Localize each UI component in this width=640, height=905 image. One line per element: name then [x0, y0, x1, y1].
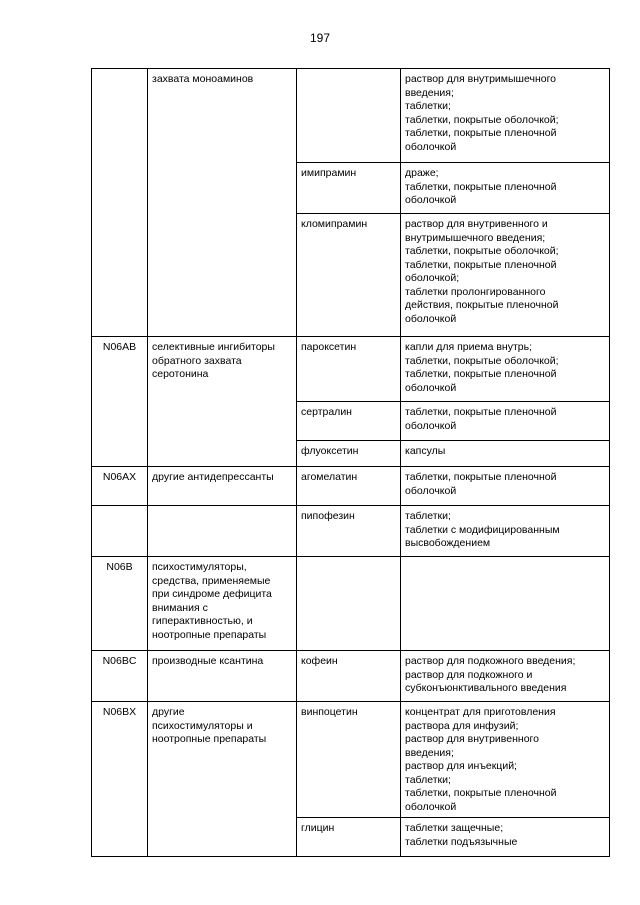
dosage-form-line: таблетки защечные;: [405, 822, 504, 834]
table-row: [92, 69, 610, 163]
dosage-form-line: таблетки;: [405, 510, 451, 522]
group-line: селективные ингибиторы: [152, 341, 275, 353]
dosage-form-line: оболочкой: [405, 140, 457, 153]
dosage-form-line: раствор для внутривенного: [405, 733, 539, 745]
drug-name-cell: флуоксетин: [297, 441, 401, 467]
dosage-forms-cell: [401, 557, 610, 651]
atc-code-cell: N06BX: [92, 702, 148, 857]
atc-code-cell: N06AX: [92, 467, 148, 506]
dosage-form-line: таблетки, покрытые пленочной: [405, 787, 557, 799]
table-row: [92, 651, 610, 702]
dosage-form-line: раствор для подкожного введения;: [405, 655, 576, 667]
dosage-form-line: таблетки, покрытые пленочной: [405, 471, 557, 483]
dosage-form-line: введения;: [405, 746, 454, 759]
group-line: обратного захвата: [152, 354, 242, 367]
atc-code-cell: N06AB: [92, 337, 148, 467]
dosage-forms-cell: [401, 214, 610, 337]
group-line: психостимуляторы и: [152, 719, 253, 732]
group-cell: [148, 69, 297, 337]
dosage-forms-cell: [401, 702, 610, 818]
group-line: внимания с: [152, 601, 208, 614]
drug-name-cell: имипрамин: [297, 163, 401, 214]
dosage-form-line: оболочкой;: [405, 272, 460, 284]
group-cell: [148, 337, 297, 467]
dosage-form-line: концентрат для приготовления: [405, 706, 556, 718]
group-line: гиперактивностью, и: [152, 615, 253, 627]
dosage-forms-cell: [401, 337, 610, 402]
group-line: серотонина: [152, 368, 209, 380]
atc-code-cell: [92, 506, 148, 557]
group-cell: [148, 467, 297, 506]
atc-code-cell: [92, 69, 148, 337]
dosage-form-line: высвобождением: [405, 537, 491, 549]
table-body: [92, 69, 610, 857]
dosage-forms-cell: [401, 69, 610, 163]
group-line: другие антидепрессанты: [152, 471, 274, 483]
dosage-form-line: субконъюнктивального введения: [405, 682, 567, 694]
group-line: средства, применяемые: [152, 574, 271, 587]
atc-code-cell: N06BC: [92, 651, 148, 702]
group-line: производные ксантина: [152, 655, 264, 667]
table-row: [92, 702, 610, 818]
dosage-form-line: драже;: [405, 167, 439, 179]
table-row: [92, 557, 610, 651]
dosage-form-line: таблетки подъязычные: [405, 835, 518, 848]
dosage-form-line: таблетки;: [405, 100, 451, 112]
dosage-forms-cell: [401, 163, 610, 214]
dosage-forms-cell: [401, 402, 610, 441]
dosage-form-line: таблетки пролонгированного: [405, 285, 546, 298]
dosage-form-line: введения;: [405, 86, 454, 99]
dosage-form-line: капсулы: [405, 445, 446, 457]
dosage-form-line: таблетки, покрытые пленочной: [405, 180, 557, 193]
dosage-forms-cell: [401, 441, 610, 467]
dosage-form-line: таблетки;: [405, 773, 451, 786]
dosage-form-line: таблетки, покрытые пленочной: [405, 258, 557, 271]
dosage-form-line: таблетки, покрытые пленочной: [405, 127, 557, 139]
group-line: захвата моноаминов: [152, 73, 254, 85]
dosage-form-line: таблетки, покрытые пленочной: [405, 368, 557, 380]
group-line: ноотропные препараты: [152, 733, 267, 745]
dosage-forms-cell: [401, 651, 610, 702]
table-row: [92, 506, 610, 557]
drug-name-cell: кломипрамин: [297, 214, 401, 337]
drug-name-cell: [297, 69, 401, 163]
drug-name-cell: кофеин: [297, 651, 401, 702]
dosage-form-line: таблетки, покрытые оболочкой;: [405, 113, 559, 126]
dosage-form-line: оболочкой: [405, 381, 457, 394]
group-cell: [148, 557, 297, 651]
drug-name-cell: пипофезин: [297, 506, 401, 557]
drug-name-cell: винпоцетин: [297, 702, 401, 818]
group-cell: [148, 651, 297, 702]
dosage-form-line: раствор для внутримышечного: [405, 73, 557, 85]
dosage-form-line: оболочкой: [405, 194, 457, 206]
group-line: другие: [152, 706, 185, 718]
table-row: [92, 337, 610, 402]
table-row: [92, 467, 610, 506]
dosage-form-line: оболочкой: [405, 312, 457, 325]
dosage-forms-cell: [401, 467, 610, 506]
dosage-form-line: таблетки, покрытые оболочкой;: [405, 245, 559, 257]
dosage-form-line: раствор для подкожного и: [405, 668, 533, 681]
drug-name-cell: пароксетин: [297, 337, 401, 402]
group-line: ноотропные препараты: [152, 628, 267, 641]
dosage-form-line: оболочкой: [405, 419, 457, 432]
dosage-form-line: таблетки, покрытые пленочной: [405, 406, 557, 418]
dosage-form-line: раствора для инфузий;: [405, 719, 519, 732]
dosage-form-line: раствор для инъекций;: [405, 760, 517, 772]
drug-table: [91, 68, 610, 857]
dosage-form-line: действия, покрытые пленочной: [405, 299, 559, 311]
dosage-form-line: оболочкой: [405, 800, 457, 813]
group-cell: [148, 702, 297, 857]
drug-name-cell: [297, 557, 401, 651]
drug-name-cell: сертралин: [297, 402, 401, 441]
dosage-form-line: оболочкой: [405, 484, 457, 497]
dosage-forms-cell: [401, 818, 610, 857]
dosage-forms-cell: [401, 506, 610, 557]
dosage-form-line: внутримышечного введения;: [405, 231, 546, 244]
dosage-form-line: таблетки, покрытые оболочкой;: [405, 354, 559, 367]
drug-name-cell: агомелатин: [297, 467, 401, 506]
group-line: психостимуляторы,: [152, 561, 247, 573]
atc-code-cell: N06B: [92, 557, 148, 651]
page-number: 197: [309, 31, 331, 45]
dosage-form-line: раствор для внутривенного и: [405, 218, 548, 230]
dosage-form-line: капли для приема внутрь;: [405, 341, 532, 353]
group-line: при синдроме дефицита: [152, 588, 272, 600]
group-cell: [148, 506, 297, 557]
dosage-form-line: таблетки с модифицированным: [405, 523, 560, 536]
drug-name-cell: глицин: [297, 818, 401, 857]
